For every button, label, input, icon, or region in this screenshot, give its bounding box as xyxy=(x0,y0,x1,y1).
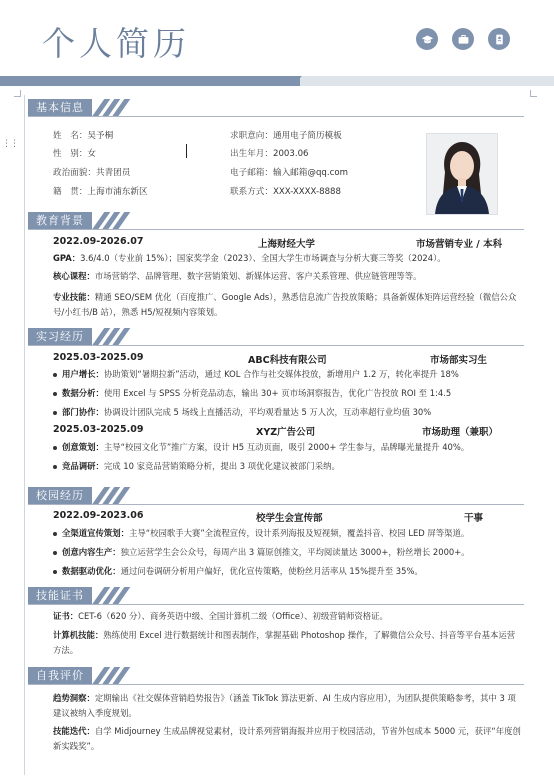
section-divider xyxy=(28,345,524,346)
campus-role: 干事 xyxy=(464,513,484,524)
job2-company: XYZ广告公司 xyxy=(256,427,316,438)
info-phone: 联系方式：XXX-XXXX-8888 xyxy=(230,187,341,197)
list-item: 竞品调研：完成 10 家竞品营销策略分析，提出 3 项优化建议被部门采纳。 xyxy=(53,460,340,472)
info-email: 电子邮箱：输入邮箱@qq.com xyxy=(230,168,348,178)
skills-cert: 证书：CET-6（620 分）、商务英语中级、全国计算机二级（Office）、初级营销师资格证。 xyxy=(53,611,388,621)
corner-mark xyxy=(14,90,21,97)
list-item: 用户增长：协助策划“暑期拉新”活动，通过 KOL 合作与社交媒体投放，新增用户 1.2 万，转化率提升 18% xyxy=(53,368,459,380)
section-header-education xyxy=(28,212,124,230)
user-card-icon xyxy=(488,28,510,50)
section-title: 自我评价 xyxy=(28,667,92,685)
corner-mark xyxy=(530,90,537,97)
page-title: 个人简历 xyxy=(42,24,190,63)
self-trend: 趋势洞察：定期输出《社交媒体营销趋势报告》（涵盖 TikTok 算法更新、AI 生成内容应用），为团队提供策略参考，其中 3 项建议被纳入季度规划。 xyxy=(53,693,516,718)
edu-major: 市场营销专业 / 本科 xyxy=(416,239,503,250)
section-title: 校园经历 xyxy=(28,487,92,505)
campus-period: 2022.09-2023.06 xyxy=(53,510,144,521)
section-title: 技能证书 xyxy=(28,587,92,605)
job1-company: ABC科技有限公司 xyxy=(248,355,327,366)
section-header-internship xyxy=(28,328,124,346)
graduation-cap-icon xyxy=(416,28,438,50)
edu-school: 上海财经大学 xyxy=(258,239,316,250)
header-icons xyxy=(416,28,510,50)
drag-handle-icon[interactable]: ⋮⋮ xyxy=(2,139,18,149)
list-item: 数据驱动优化：通过问卷调研分析用户偏好，优化宣传策略，使粉丝月活率从 15%提升至 35%。 xyxy=(53,565,423,577)
list-item: 创意策划：主导“校园文化节”推广方案，设计 H5 互动页面，吸引 2000+ 学生参与，品牌曝光量提升 40%。 xyxy=(53,441,469,453)
edu-courses: 核心课程：市场营销学、品牌管理、数字营销策划、新媒体运营、客户关系管理、供应链管理等等。 xyxy=(53,271,422,281)
job2-role: 市场助理（兼职） xyxy=(422,427,499,438)
section-divider xyxy=(28,229,524,230)
section-header-self xyxy=(28,667,124,685)
section-divider xyxy=(28,684,524,685)
section-title: 教育背景 xyxy=(28,212,92,230)
text-cursor xyxy=(186,144,187,158)
info-politics: 政治面貌：共青团员 xyxy=(53,168,131,178)
header-banner-accent xyxy=(0,76,300,86)
section-header-campus xyxy=(28,487,124,505)
section-header-basic xyxy=(28,99,124,117)
self-tech: 技能迭代：自学 Midjourney 生成品牌视觉素材，设计系列营销海报并应用于校园活动，节省外包成本 5000 元，获评“年度创新实践奖”。 xyxy=(53,726,521,751)
campus-org: 校学生会宣传部 xyxy=(256,513,323,524)
list-item: 数据分析：使用 Excel 与 SPSS 分析竞品动态，输出 30+ 页市场洞察报告，优化广告投放 ROI 至 1:4.5 xyxy=(53,387,451,399)
section-divider xyxy=(28,116,524,117)
job2-period: 2025.03-2025.09 xyxy=(53,424,144,435)
profile-photo xyxy=(426,133,498,215)
info-birth: 出生年月：2003.06 xyxy=(230,149,309,159)
info-intent: 求职意向：通用电子简历模板 xyxy=(230,131,342,141)
header-banner-edge xyxy=(292,76,302,86)
left-rule xyxy=(24,95,25,775)
section-title: 实习经历 xyxy=(28,328,92,346)
info-hometown: 籍 贯：上海市浦东新区 xyxy=(53,187,148,197)
job1-period: 2025.03-2025.09 xyxy=(53,352,144,363)
list-item: 全渠道宣传策划：主导“校园歌手大赛”全流程宣传，设计系列海报及短视频，覆盖抖音、校园 LED 屏等渠道。 xyxy=(53,527,469,539)
section-title: 基本信息 xyxy=(28,99,92,117)
skills-computer: 计算机技能：熟练使用 Excel 进行数据统计和图表制作，掌握基础 Photoshop 操作，了解微信公众号、抖音等平台基本运营方法。 xyxy=(53,630,516,655)
edu-skills: 专业技能：精通 SEO/SEM 优化（百度推广、Google Ads），熟悉信息流广告投放策略；具备新媒体矩阵运营经验（微信公众号/小红书/B 站），熟悉 H5/短视频内容策划。 xyxy=(53,292,517,317)
info-gender: 性 别：女 xyxy=(53,149,96,159)
list-item: 部门协作：协调设计团队完成 5 场线上直播活动，平均观看量达 5 万人次，互动率超行业均值 30% xyxy=(53,406,431,418)
section-header-skills xyxy=(28,587,124,605)
section-divider xyxy=(28,604,524,605)
edu-period: 2022.09-2026.07 xyxy=(53,236,144,247)
briefcase-icon xyxy=(452,28,474,50)
list-item: 创意内容生产：独立运营学生会公众号，每周产出 3 篇原创推文，平均阅读量达 3000+，粉丝增长 2000+。 xyxy=(53,546,470,558)
section-divider xyxy=(28,504,524,505)
info-name: 姓 名：吴予桐 xyxy=(53,131,114,141)
edu-gpa: GPA：3.6/4.0（专业前 15%）；国家奖学金（2023）、全国大学生市场调查与分析大赛三等奖（2024）。 xyxy=(53,253,446,263)
job1-role: 市场部实习生 xyxy=(430,355,488,366)
